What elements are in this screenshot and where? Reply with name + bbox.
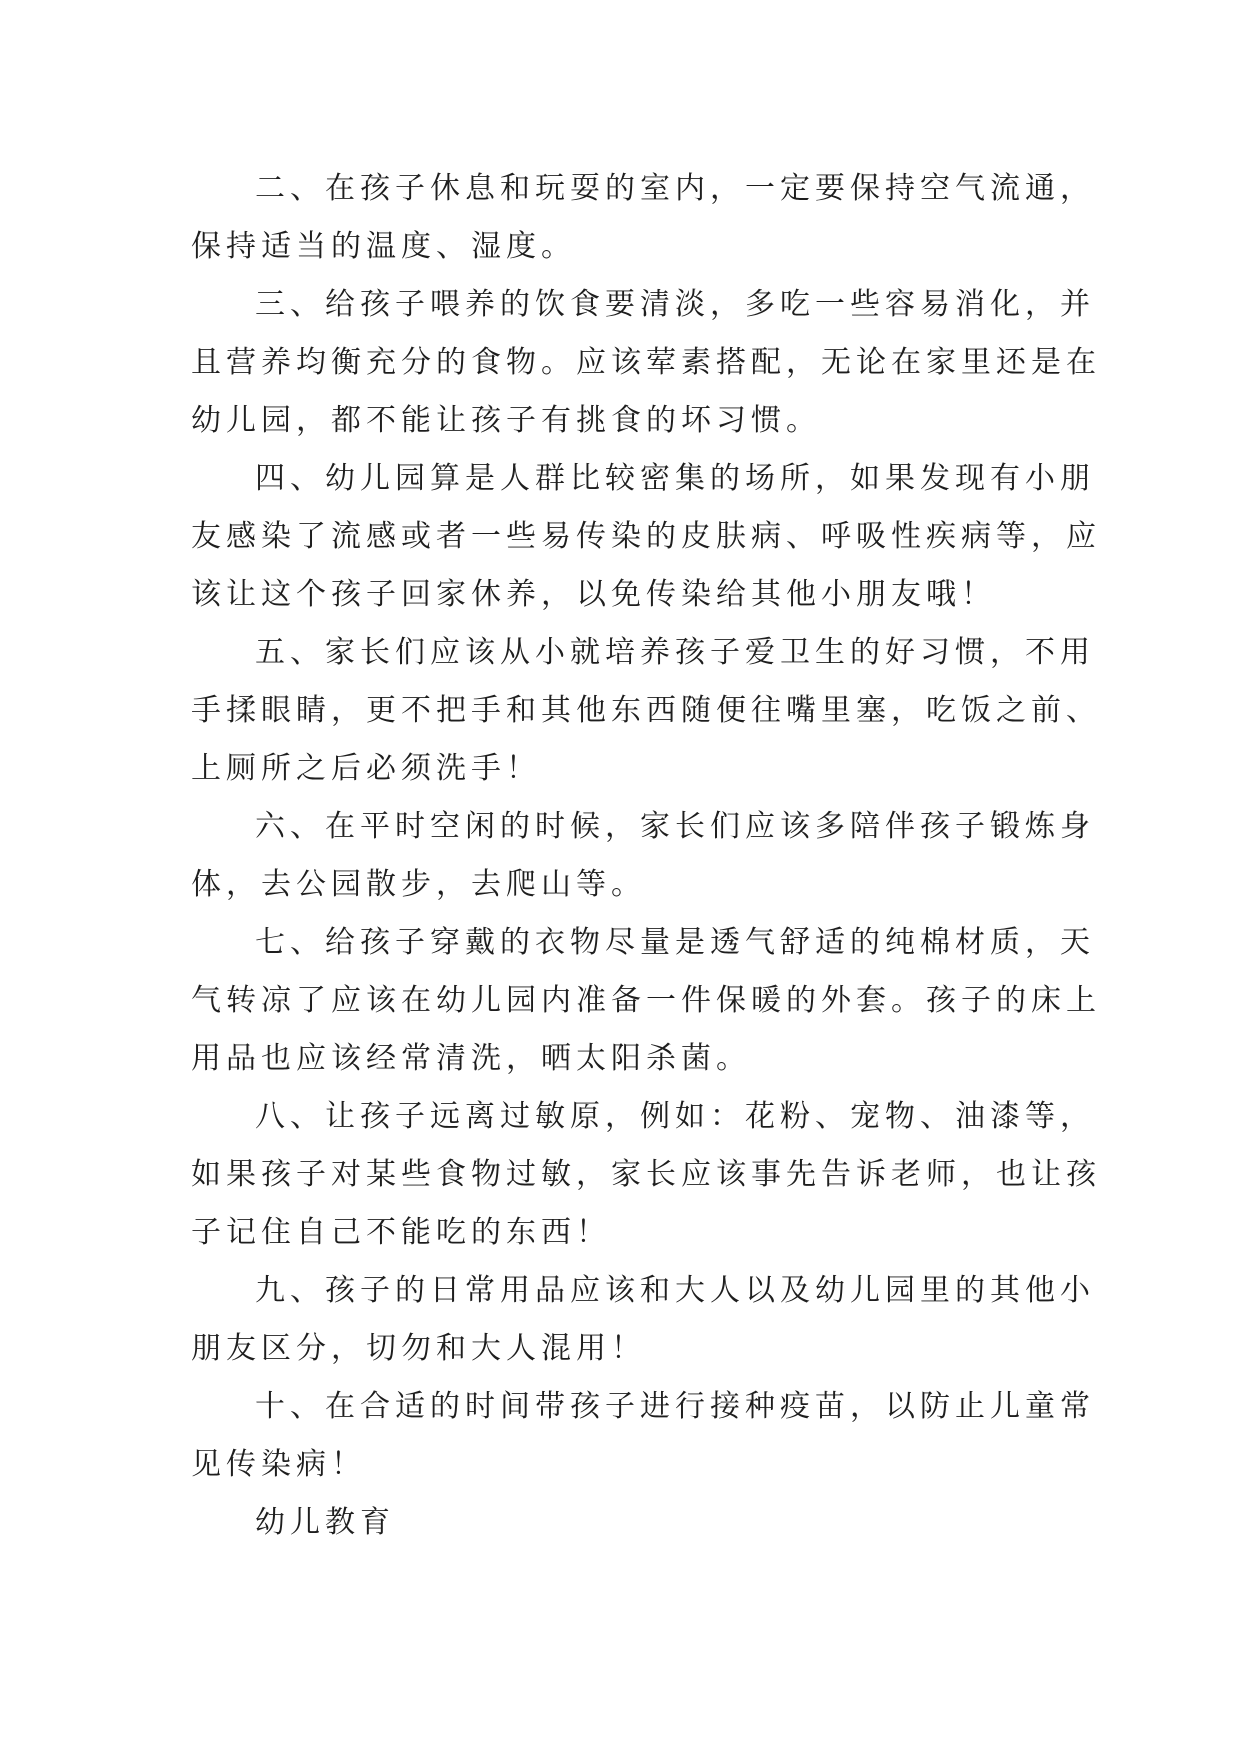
paragraph-5 (191, 624, 1101, 798)
paragraph-line: 四、幼儿园算是人群比较密集的场所，如果发现有小朋 (255, 461, 1095, 496)
paragraph-line: 且营养均衡充分的食物。应该荤素搭配，无论在家里还是在 (191, 345, 1101, 380)
paragraph-line: 朋友区分，切勿和大人混用！ (191, 1331, 646, 1366)
document-body (191, 160, 1101, 1552)
category-label: 幼儿教育 (255, 1505, 395, 1540)
paragraph-line: 六、在平时空闲的时候，家长们应该多陪伴孩子锻炼身 (255, 809, 1095, 844)
paragraph-line: 手揉眼睛，更不把手和其他东西随便往嘴里塞，吃饭之前、 (191, 693, 1101, 728)
paragraph-line: 体，去公园散步，去爬山等。 (191, 867, 646, 902)
paragraph-line: 如果孩子对某些食物过敏，家长应该事先告诉老师，也让孩 (191, 1157, 1101, 1192)
paragraph-line: 子记住自己不能吃的东西！ (191, 1215, 611, 1250)
paragraph-line: 保持适当的温度、湿度。 (191, 229, 576, 264)
paragraph-line: 九、孩子的日常用品应该和大人以及幼儿园里的其他小 (255, 1273, 1095, 1308)
paragraph-line: 气转凉了应该在幼儿园内准备一件保暖的外套。孩子的床上 (191, 983, 1101, 1018)
paragraph-7 (191, 914, 1101, 1088)
paragraph-line: 上厕所之后必须洗手！ (191, 751, 541, 786)
paragraph-line: 三、给孩子喂养的饮食要清淡，多吃一些容易消化，并 (255, 287, 1095, 322)
paragraph-line: 七、给孩子穿戴的衣物尽量是透气舒适的纯棉材质，天 (255, 925, 1095, 960)
paragraph-8 (191, 1088, 1101, 1262)
paragraph-line: 幼儿园，都不能让孩子有挑食的坏习惯。 (191, 403, 821, 438)
paragraph-2 (191, 160, 1095, 276)
paragraph-line: 十、在合适的时间带孩子进行接种疫苗，以防止儿童常 (255, 1389, 1095, 1424)
paragraph-line: 友感染了流感或者一些易传染的皮肤病、呼吸性疾病等，应 (191, 519, 1101, 554)
paragraph-10 (191, 1378, 1095, 1494)
paragraph-4 (191, 450, 1101, 624)
paragraph-line: 五、家长们应该从小就培养孩子爱卫生的好习惯，不用 (255, 635, 1095, 670)
category-footer (191, 1494, 1081, 1552)
paragraph-line: 八、让孩子远离过敏原，例如：花粉、宠物、油漆等， (255, 1099, 1095, 1134)
paragraph-line: 见传染病！ (191, 1447, 366, 1482)
paragraph-line: 二、在孩子休息和玩耍的室内，一定要保持空气流通， (255, 171, 1095, 206)
paragraph-6 (191, 798, 1095, 914)
paragraph-3 (191, 276, 1101, 450)
paragraph-9 (191, 1262, 1095, 1378)
paragraph-line: 该让这个孩子回家休养，以免传染给其他小朋友哦！ (191, 577, 996, 612)
paragraph-line: 用品也应该经常清洗，晒太阳杀菌。 (191, 1041, 751, 1076)
